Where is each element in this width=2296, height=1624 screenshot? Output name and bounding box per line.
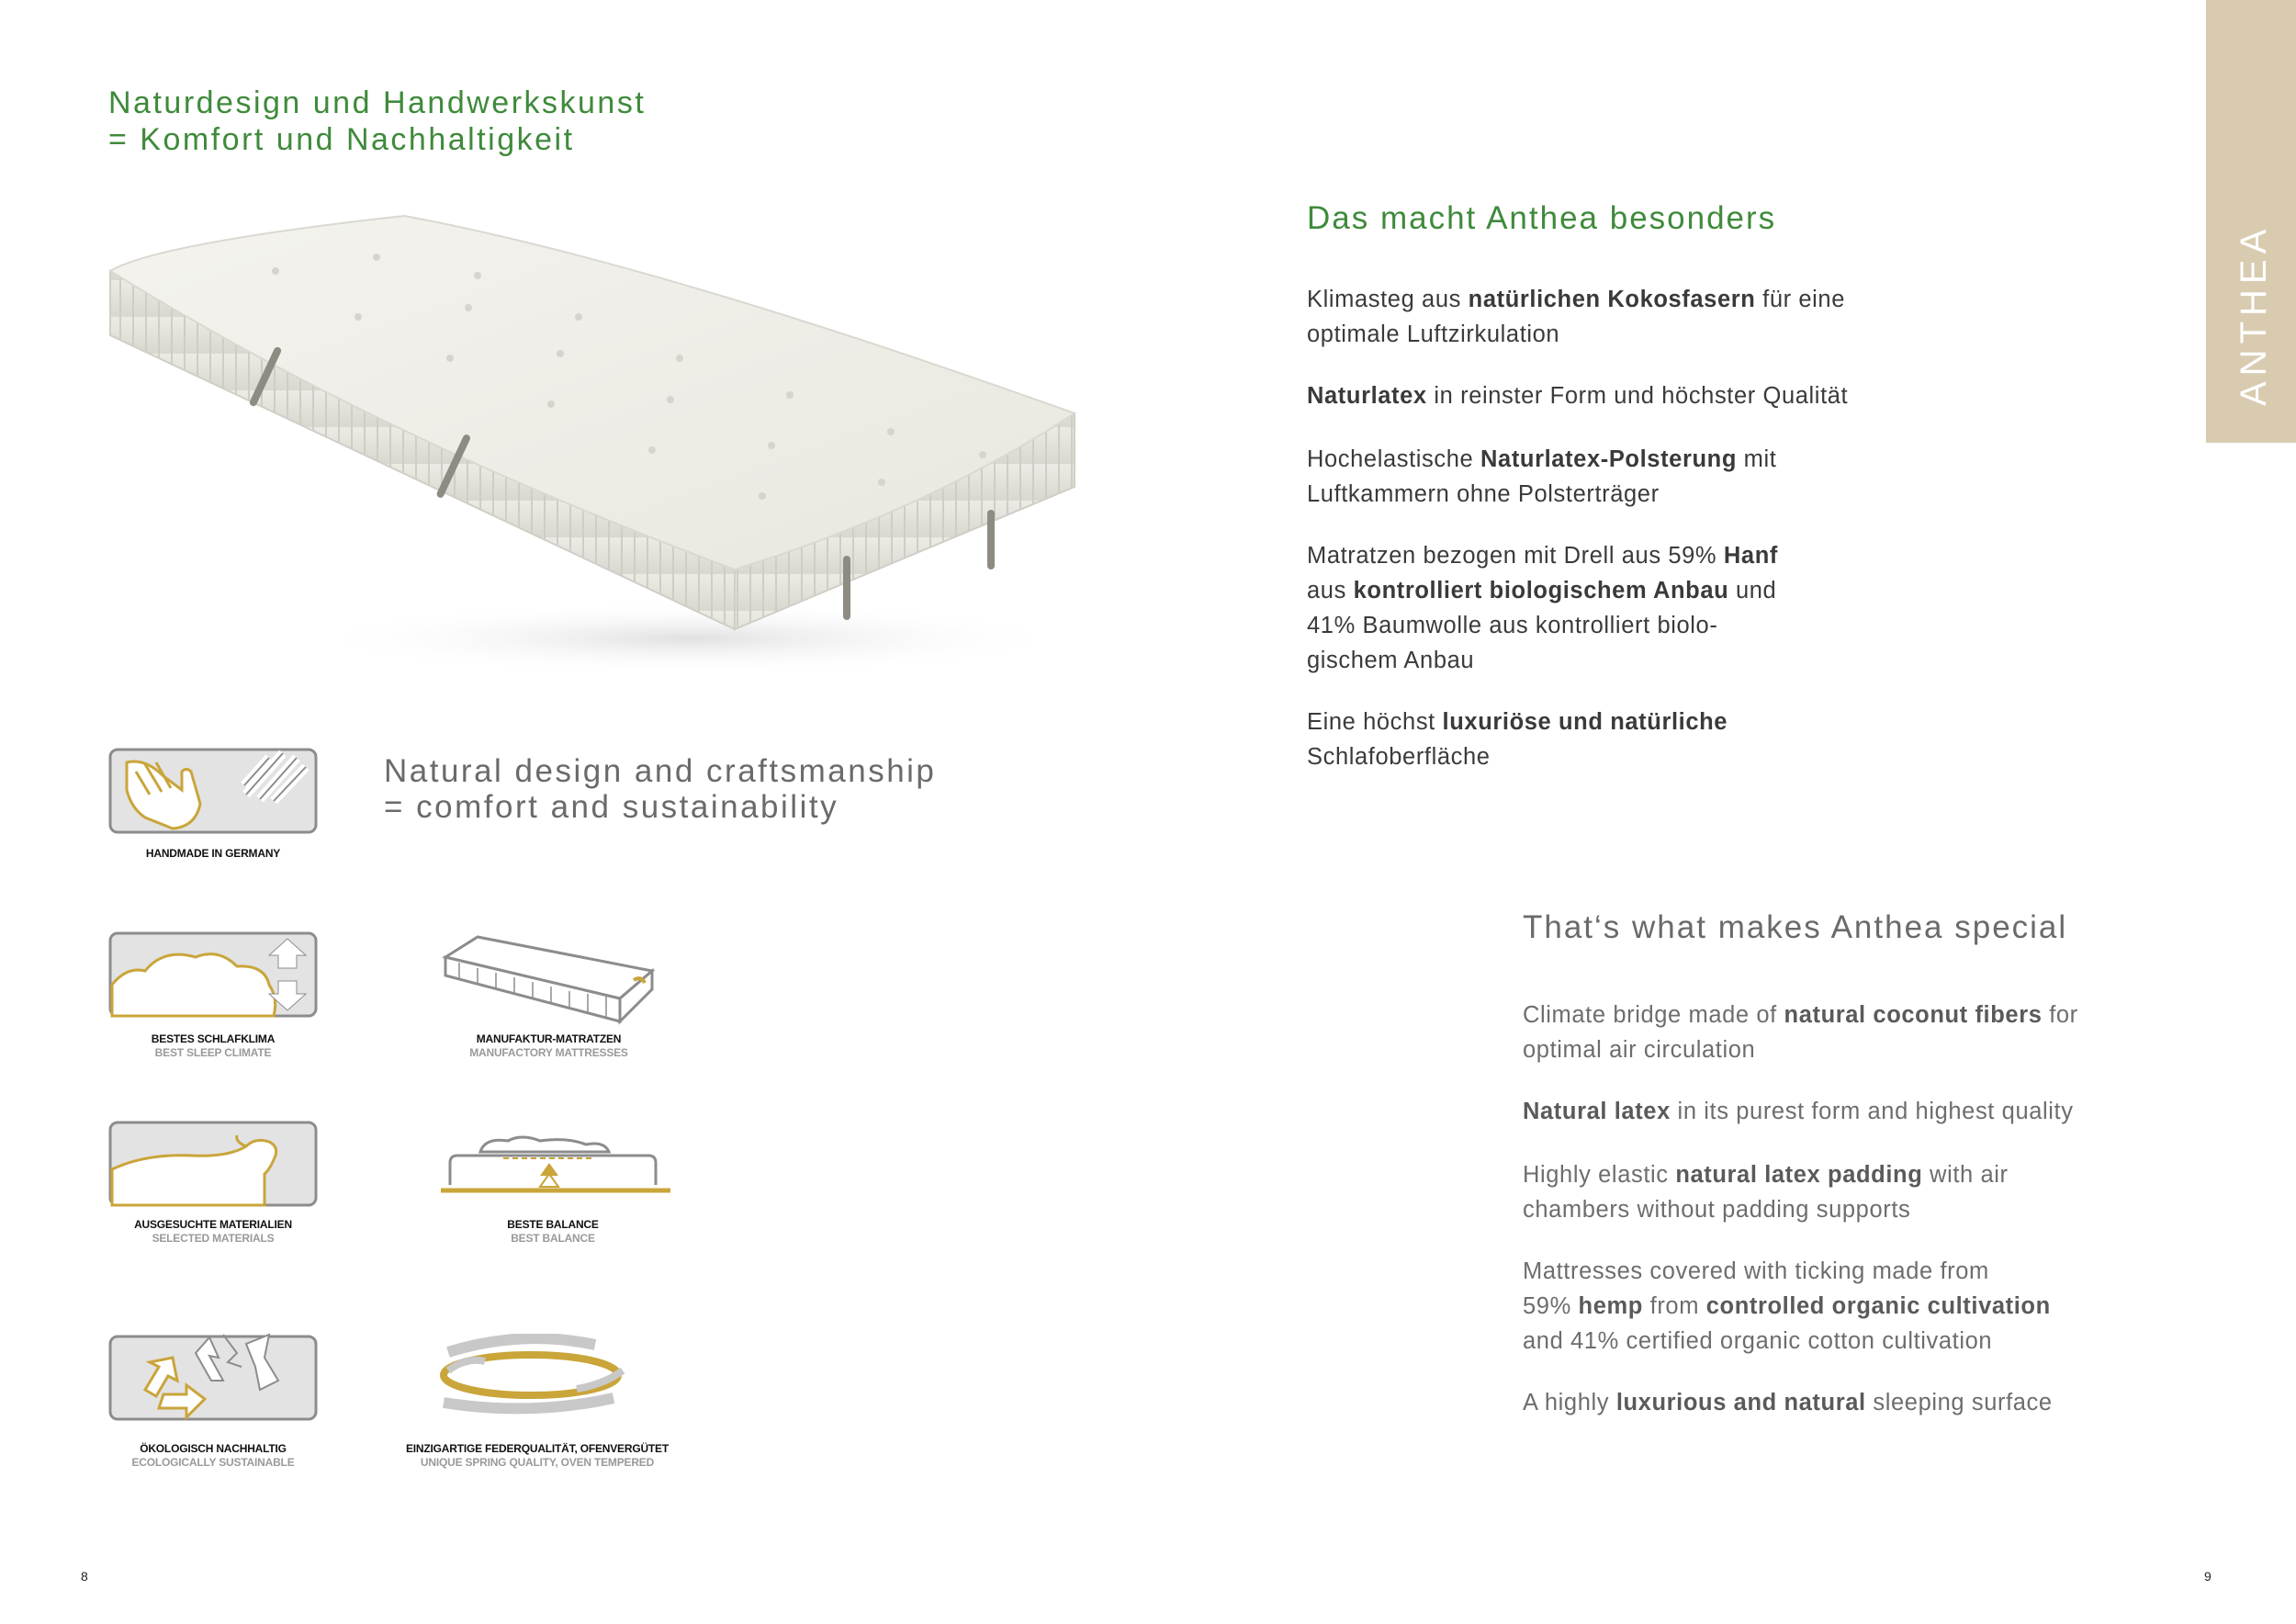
spring-caption: EINZIGARTIGE FEDERQUALITÄT, OFENVERGÜTET UNIQUE SPRING QUALITY, OVEN TEMPERED: [405, 1442, 669, 1469]
spring-coil-icon: [430, 1334, 641, 1426]
section-tab-label: ANTHEA: [2234, 223, 2274, 406]
materials-caption: AUSGESUCHTE MATERIALIEN SELECTED MATERIALS: [134, 1218, 292, 1245]
best-balance-icon: [439, 1128, 673, 1201]
sleep-climate-caption: BESTES SCHLAFKLIMA BEST SLEEP CLIMATE: [151, 1032, 276, 1059]
feature-de-5: Eine höchst luxuriöse und natürliche Schlafoberfläche: [1307, 709, 1728, 770]
sleep-climate-icon: [108, 930, 320, 1021]
balance-caption: BESTE BALANCE BEST BALANCE: [507, 1218, 599, 1245]
handmade-hands-icon: [108, 744, 320, 836]
feature-de-1: Klimasteg aus natürlichen Kokosfasern für eine optimale Luftzirkulation: [1307, 287, 1845, 347]
feature-en-4: Mattresses covered with ticking made from 59% hemp from controlled organic cultivation and 41% certified organic cotton cultivation: [1523, 1258, 2051, 1354]
feature-en-5: A highly luxurious and natural sleeping surface: [1523, 1390, 2053, 1415]
feature-en-3: Highly elastic natural latex padding with air chambers without padding supports: [1523, 1162, 2009, 1223]
feature-de-2: Naturlatex in reinster Form und höchster Qualität: [1307, 383, 1849, 409]
sustainable-recycle-icon: [108, 1330, 320, 1427]
mattress-image: [101, 207, 1093, 684]
feature-de-3: Hochelastische Naturlatex-Polsterung mit Luftkammern ohne Polsterträger: [1307, 446, 1777, 507]
sustainable-caption: ÖKOLOGISCH NACHHALTIG ECOLOGICALLY SUSTAINABLE: [131, 1442, 295, 1469]
handmade-caption: HANDMADE IN GERMANY: [145, 847, 281, 860]
features-heading-english: That‘s what makes Anthea special: [1523, 909, 2068, 945]
page-title-german: Naturdesign und Handwerkskunst = Komfort und Nachhaltigkeit: [108, 85, 647, 157]
feature-en-1: Climate bridge made of natural coconut fibers for optimal air circulation: [1523, 1002, 2078, 1063]
feature-de-4: Matratzen bezogen mit Drell aus 59% Hanf aus kontrolliert biologischem Anbau und 41% Baumwolle aus kontrolliert biolo- gischem Anbau: [1307, 543, 1778, 673]
feature-en-2: Natural latex in its purest form and highest quality: [1523, 1099, 2074, 1124]
page-subtitle-english: Natural design and craftsmanship = comfort and sustainability: [384, 753, 937, 825]
page-number-left: 8: [81, 1569, 88, 1584]
manufactory-caption: MANUFAKTUR-MATRATZEN MANUFACTORY MATTRESSES: [469, 1032, 628, 1059]
features-heading-german: Das macht Anthea besonders: [1307, 200, 1777, 236]
selected-materials-sheep-icon: [108, 1119, 320, 1211]
manufactory-mattress-icon: [441, 930, 657, 1031]
page-number-right: 9: [2204, 1569, 2212, 1584]
